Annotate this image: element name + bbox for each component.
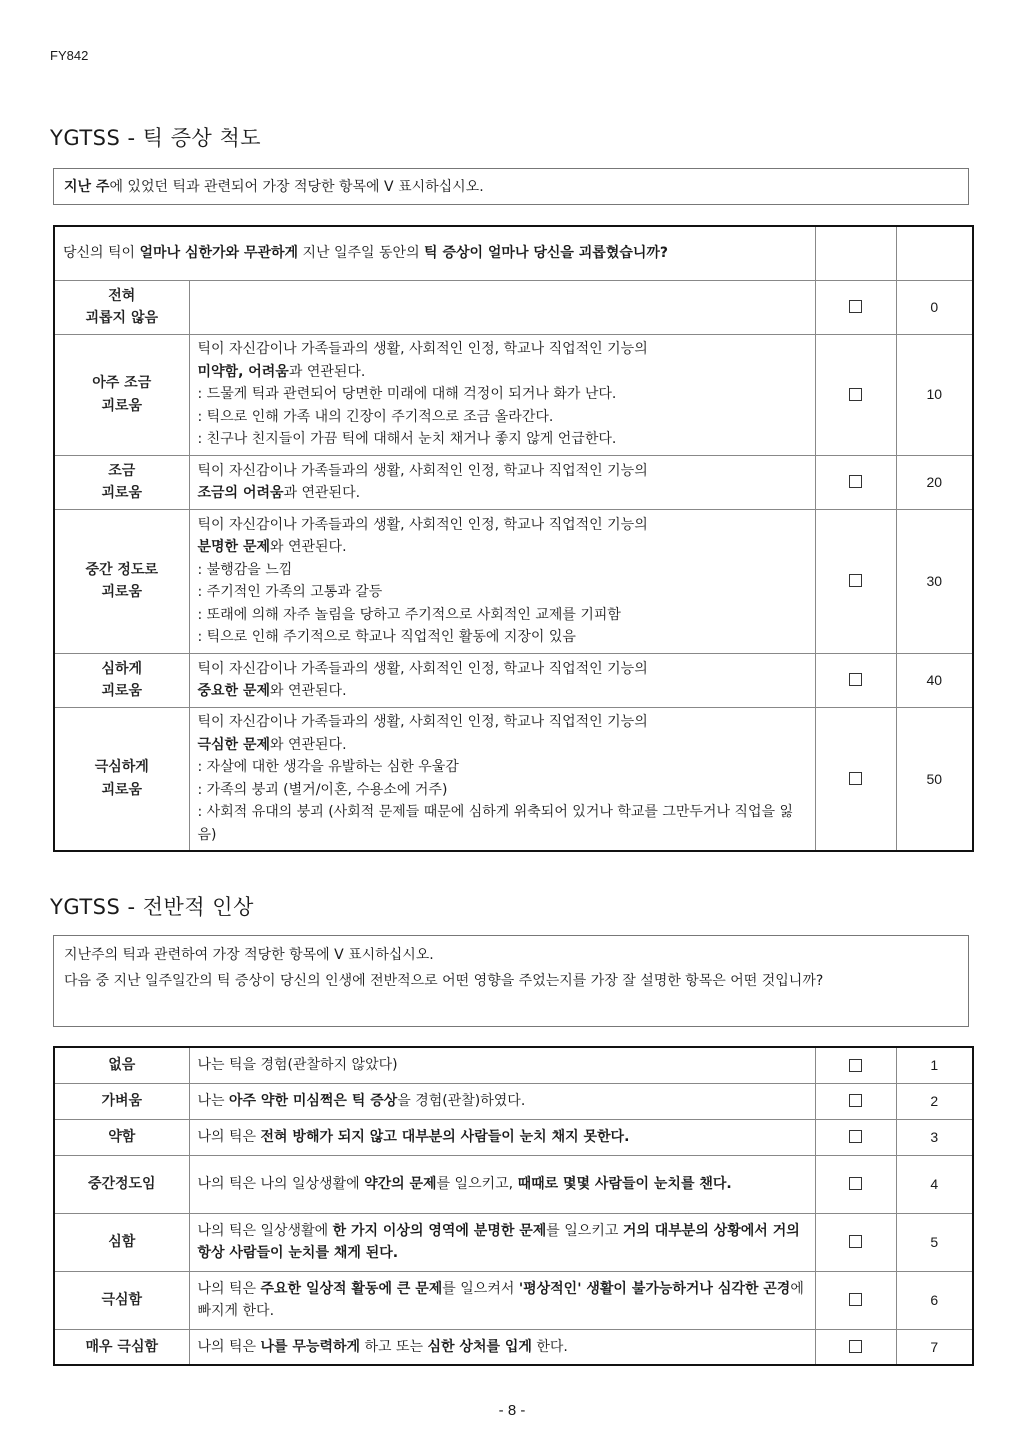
impression-label: 없음	[54, 1047, 189, 1083]
label-line: 아주 조금	[92, 375, 152, 391]
description-line	[198, 756, 807, 779]
impression-description	[189, 1047, 815, 1083]
impression-row	[54, 1047, 973, 1083]
empty-header-cell	[815, 226, 896, 280]
global-impression-table	[53, 1046, 974, 1366]
severity-label	[54, 509, 189, 653]
checkbox-icon[interactable]	[849, 1130, 862, 1143]
text: 나의 틱은	[197, 1338, 261, 1355]
bold-text: 전혀 방해가 되지 않고 대부분의 사람들이 눈치 채지 못한다.	[260, 1128, 630, 1145]
impression-row	[54, 1329, 973, 1365]
severity-label	[54, 455, 189, 509]
text: 지난 일주일 동안의	[298, 245, 425, 261]
bold-text: 중요한 문제	[197, 683, 270, 699]
bold-text: 나를 무능력하게	[260, 1338, 361, 1355]
text: : 가족의 붕괴 (별거/이혼, 수용소에 거주)	[197, 781, 448, 798]
description-line	[198, 460, 807, 483]
checkbox-cell	[815, 280, 896, 334]
text: 틱이 자신감이나 가족들과의 생활, 사회적인 인정, 학교나 직업적인 기능의	[197, 516, 648, 533]
checkbox-cell	[815, 334, 896, 455]
text: 나는	[197, 1092, 229, 1109]
text: 한다.	[531, 1338, 568, 1355]
checkbox-icon[interactable]	[849, 1293, 862, 1306]
score-value: 50	[896, 707, 973, 851]
label-line: 괴로움	[101, 683, 143, 699]
bold-text: 한 가지 이상의 영역에 분명한 문제	[332, 1222, 547, 1239]
description-line	[198, 536, 807, 559]
question-cell	[54, 226, 815, 280]
text: 하고 또는	[360, 1338, 428, 1355]
bold-text: 조금의 어려움	[197, 485, 284, 501]
label-line: 극심하게	[94, 759, 149, 776]
impression-label: 중간정도임	[54, 1155, 189, 1213]
score-value: 10	[896, 334, 973, 455]
bold-text: 분명한 문제	[197, 539, 270, 555]
impression-description	[189, 1271, 815, 1329]
severity-label	[54, 707, 189, 851]
checkbox-icon[interactable]	[849, 1059, 862, 1072]
text: : 사회적 유대의 붕괴 (사회적 문제들 때문에 심하게 위축되어 있거나 학교를 그만두거나 직업을 잃음)	[197, 804, 793, 843]
text: 을 경험(관찰)하였다.	[397, 1092, 526, 1109]
scale-row	[54, 509, 973, 653]
description-line	[198, 734, 807, 757]
text: 에 있었던 틱과 관련되어 가장 적당한 항목에 V 표시하십시오.	[109, 179, 484, 195]
checkbox-cell	[815, 653, 896, 707]
impression-description	[189, 1329, 815, 1365]
impression-description	[189, 1155, 815, 1213]
description-line	[198, 626, 807, 649]
checkbox-icon[interactable]	[849, 300, 862, 313]
text: 를 일으키고,	[436, 1175, 518, 1192]
text: 틱이 자신감이나 가족들과의 생활, 사회적인 인정, 학교나 직업적인 기능의	[197, 660, 648, 677]
description-line	[198, 779, 807, 802]
checkbox-cell	[815, 1155, 896, 1213]
severity-label	[54, 653, 189, 707]
bold-text: 얼마나 심한가와 무관하게	[139, 245, 299, 261]
bold-text: '평상적인' 생활이 불가능하거나 심각한 곤경	[518, 1280, 791, 1297]
label-line: 괴롭지 않음	[85, 310, 158, 326]
description-cell	[189, 334, 815, 455]
severity-label	[54, 334, 189, 455]
impression-label: 매우 극심함	[54, 1329, 189, 1365]
text: 에 빠지게 한다.	[197, 1280, 804, 1319]
impression-label: 약함	[54, 1119, 189, 1155]
text: 와 연관된다.	[270, 683, 347, 699]
text: 틱이 자신감이나 가족들과의 생활, 사회적인 인정, 학교나 직업적인 기능의	[197, 714, 648, 731]
text: : 틱으로 인해 가족 내의 긴장이 주기적으로 조금 올라간다.	[197, 408, 554, 425]
scale-row	[54, 334, 973, 455]
bold-text: 미약함, 어려움	[197, 363, 289, 380]
score-value: 5	[896, 1213, 973, 1271]
checkbox-icon[interactable]	[849, 574, 862, 587]
bold-text: 지난 주	[64, 179, 110, 195]
score-value: 7	[896, 1329, 973, 1365]
text: 를 일으키고	[546, 1222, 623, 1239]
checkbox-icon[interactable]	[849, 673, 862, 686]
instruction-line: 다음 중 지난 일주일간의 틱 증상이 당신의 인생에 전반적으로 어떤 영향을 주었는지를 가장 잘 설명한 항목은 어떤 것입니까?	[64, 973, 824, 989]
checkbox-cell	[815, 509, 896, 653]
description-line	[198, 338, 807, 361]
text: : 친구나 친지들이 가끔 틱에 대해서 눈치 채거나 좋지 않게 언급한다.	[197, 431, 617, 448]
label-line: 중간 정도로	[85, 561, 158, 578]
text: 와 연관된다.	[270, 539, 347, 555]
text: 나의 틱은 나의 일상생활에	[197, 1175, 365, 1192]
label-line: 괴로움	[101, 485, 143, 501]
bold-text: 아주 약한 미심쩍은 틱 증상	[229, 1092, 398, 1109]
checkbox-icon[interactable]	[849, 1177, 862, 1190]
checkbox-icon[interactable]	[849, 1094, 862, 1107]
question-row	[54, 226, 973, 280]
impression-row	[54, 1271, 973, 1329]
description-line	[198, 406, 807, 429]
page-number: - 8 -	[498, 1402, 526, 1419]
tic-distress-table	[53, 225, 974, 852]
bold-text: 주요한 일상적 활동에 큰 문제	[260, 1280, 443, 1297]
label-line: 심하게	[101, 660, 143, 677]
section-title-tic-distress: YGTSS - 틱 증상 척도	[50, 126, 262, 150]
text: 과 연관된다.	[288, 363, 366, 380]
text: 당신의 틱이	[63, 245, 140, 261]
scale-row	[54, 455, 973, 509]
description-line	[198, 383, 807, 406]
description-cell	[189, 653, 815, 707]
text: 나의 틱은	[197, 1128, 261, 1145]
document-id: FY842	[50, 48, 89, 63]
score-value: 20	[896, 455, 973, 509]
impression-row	[54, 1213, 973, 1271]
description-line	[198, 658, 807, 681]
checkbox-cell	[815, 1047, 896, 1083]
description-line	[198, 711, 807, 734]
checkbox-cell	[815, 1213, 896, 1271]
severity-label	[54, 280, 189, 334]
text: 과 연관된다.	[283, 485, 361, 501]
impression-description	[189, 1119, 815, 1155]
text: 나는 틱을 경험(관찰하지 않았다)	[197, 1057, 398, 1073]
description-line	[198, 581, 807, 604]
label-line: 괴로움	[101, 397, 143, 414]
question-text	[63, 245, 668, 261]
description-cell	[189, 707, 815, 851]
score-value: 1	[896, 1047, 973, 1083]
description-line	[198, 428, 807, 451]
description-line	[198, 801, 807, 846]
score-value: 2	[896, 1083, 973, 1119]
checkbox-cell	[815, 1271, 896, 1329]
scale-row	[54, 653, 973, 707]
description-cell	[189, 280, 815, 334]
description-line	[198, 482, 807, 505]
text: 와 연관된다.	[270, 736, 347, 753]
bold-text: 약간의 문제	[364, 1175, 437, 1192]
score-value: 3	[896, 1119, 973, 1155]
impression-row	[54, 1083, 973, 1119]
instruction-text	[64, 179, 484, 195]
label-line: 괴로움	[101, 781, 143, 798]
impression-row	[54, 1119, 973, 1155]
text: : 주기적인 가족의 고통과 갈등	[197, 584, 383, 600]
impression-label: 심함	[54, 1213, 189, 1271]
bold-text: 때때로 몇몇 사람들이 눈치를 챈다.	[517, 1175, 732, 1192]
text: : 틱으로 인해 주기적으로 학교나 직업적인 활동에 지장이 있음	[197, 629, 576, 645]
impression-label: 가벼움	[54, 1083, 189, 1119]
checkbox-icon[interactable]	[849, 1235, 862, 1248]
instruction-box-1	[53, 168, 969, 205]
scale-row	[54, 707, 973, 851]
checkbox-icon[interactable]	[849, 772, 862, 785]
instruction-line: 지난주의 틱과 관련하여 가장 적당한 항목에 V 표시하십시오.	[64, 947, 434, 963]
bold-text: 틱 증상이 얼마나 당신을 괴롭혔습니까?	[424, 245, 669, 261]
checkbox-cell	[815, 1329, 896, 1365]
text: : 또래에 의해 자주 놀림을 당하고 주기적으로 사회적인 교제를 기피함	[197, 606, 621, 623]
description-line	[198, 361, 807, 384]
checkbox-cell	[815, 1119, 896, 1155]
description-cell	[189, 455, 815, 509]
description-line	[198, 680, 807, 703]
description-cell	[189, 509, 815, 653]
bold-text: 거의 대부분의 상황에서 거의 항상 사람들이 눈치를 채게 된다.	[197, 1222, 800, 1261]
checkbox-cell	[815, 455, 896, 509]
checkbox-icon[interactable]	[849, 388, 862, 401]
impression-description	[189, 1083, 815, 1119]
instruction-box-2	[53, 935, 969, 1027]
description-line	[198, 559, 807, 582]
text: : 자살에 대한 생각을 유발하는 심한 우울감	[197, 759, 459, 776]
bold-text: 심한 상처를 입게	[427, 1338, 532, 1355]
checkbox-icon[interactable]	[849, 475, 862, 488]
text: 틱이 자신감이나 가족들과의 생활, 사회적인 인정, 학교나 직업적인 기능의	[197, 341, 648, 358]
score-value: 4	[896, 1155, 973, 1213]
impression-row	[54, 1155, 973, 1213]
checkbox-cell	[815, 707, 896, 851]
impression-label: 극심함	[54, 1271, 189, 1329]
bold-text: 극심한 문제	[197, 736, 270, 753]
text: : 불행감을 느낌	[197, 561, 293, 578]
impression-description	[189, 1213, 815, 1271]
description-line	[198, 604, 807, 627]
text: 를 일으켜서	[442, 1280, 519, 1297]
label-line: 괴로움	[101, 584, 143, 600]
text: 나의 틱은	[197, 1280, 261, 1297]
score-value: 6	[896, 1271, 973, 1329]
section-title-global-impression: YGTSS - 전반적 인상	[50, 895, 254, 919]
label-line: 조금	[108, 462, 136, 479]
score-value: 0	[896, 280, 973, 334]
label-line: 전혀	[108, 287, 136, 304]
description-line	[198, 514, 807, 537]
empty-header-cell	[896, 226, 973, 280]
text: 나의 틱은 일상생활에	[197, 1222, 333, 1239]
checkbox-icon[interactable]	[849, 1340, 862, 1353]
score-value: 30	[896, 509, 973, 653]
text: 틱이 자신감이나 가족들과의 생활, 사회적인 인정, 학교나 직업적인 기능의	[197, 462, 648, 479]
text: : 드물게 틱과 관련되어 당면한 미래에 대해 걱정이 되거나 화가 난다.	[197, 386, 617, 403]
scale-row	[54, 280, 973, 334]
score-value: 40	[896, 653, 973, 707]
checkbox-cell	[815, 1083, 896, 1119]
